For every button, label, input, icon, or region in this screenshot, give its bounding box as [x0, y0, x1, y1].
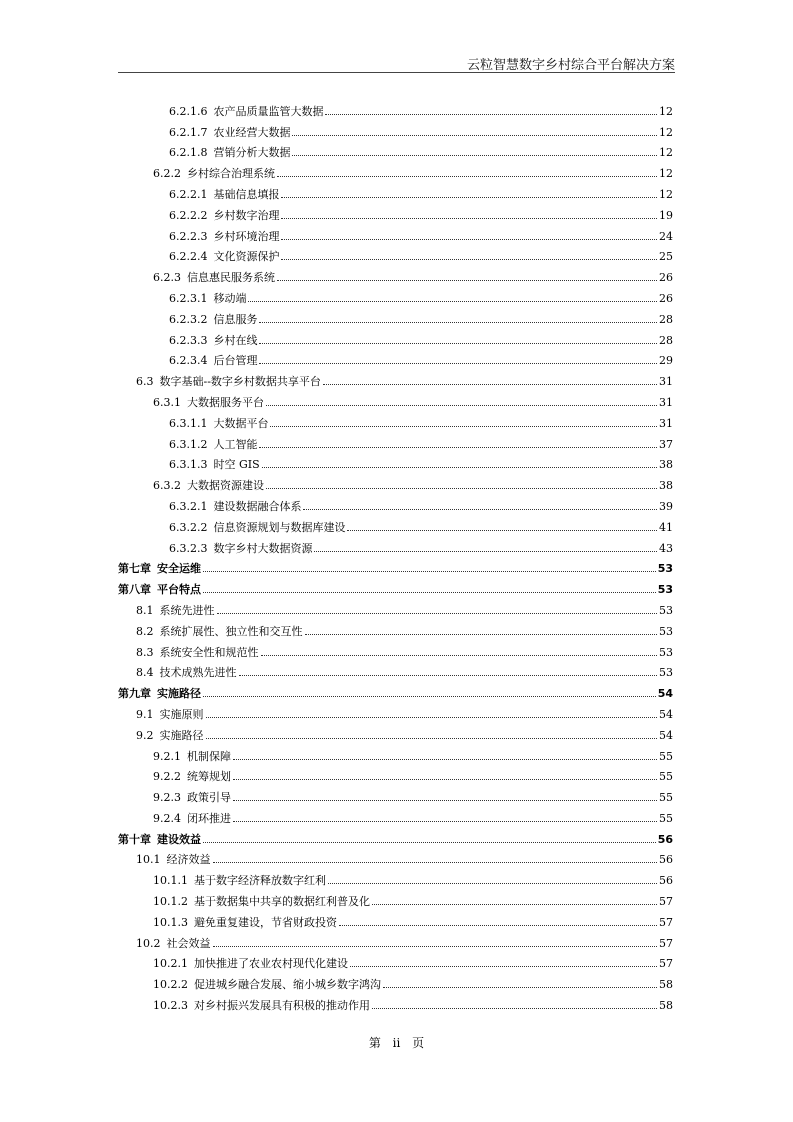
toc-entry[interactable] [118, 970, 673, 991]
toc-entry[interactable] [118, 513, 673, 534]
toc-dot-leader [292, 154, 657, 156]
toc-dot-leader [281, 238, 657, 240]
toc-entry-page-number: 12 [659, 125, 673, 139]
toc-entry-page-number: 31 [659, 375, 673, 389]
toc-entry-page-number: 53 [659, 624, 673, 638]
toc-entry-title: 信息资源规划与数据库建设 [213, 520, 346, 534]
toc-entry[interactable] [118, 305, 673, 326]
toc-dot-leader [248, 300, 657, 302]
toc-entry[interactable] [118, 763, 673, 784]
toc-entry-number: 10.2 [136, 936, 161, 950]
toc-entry[interactable] [118, 222, 673, 243]
toc-entry-page-number: 55 [659, 791, 673, 805]
toc-entry[interactable] [118, 388, 673, 409]
toc-entry-number: 8.2 [136, 624, 154, 638]
footer-suffix: 页 [412, 1036, 425, 1050]
toc-entry-title: 大数据平台 [213, 416, 269, 430]
toc-entry[interactable] [118, 617, 673, 638]
toc-entry-page-number: 56 [659, 853, 673, 867]
toc-entry-number: 6.2.1.8 [169, 146, 208, 160]
toc-entry[interactable] [118, 118, 673, 139]
toc-entry-page-number: 12 [659, 104, 673, 118]
toc-entry[interactable] [118, 596, 673, 617]
toc-entry-number: 10.1.3 [153, 915, 188, 929]
toc-dot-leader [303, 508, 657, 510]
toc-entry-title: 信息惠民服务系统 [187, 271, 275, 285]
toc-entry-page-number: 55 [659, 770, 673, 784]
table-of-contents [118, 97, 673, 1012]
toc-dot-leader [277, 175, 657, 177]
toc-entry[interactable] [118, 929, 673, 950]
toc-entry-title: 促进城乡融合发展、缩小城乡数字鸿沟 [194, 978, 381, 992]
toc-entry-title: 政策引导 [187, 791, 231, 805]
toc-entry-title: 系统先进性 [159, 603, 215, 617]
toc-entry[interactable] [118, 575, 673, 596]
toc-entry-title: 乡村数字治理 [213, 208, 280, 222]
toc-entry[interactable] [118, 991, 673, 1012]
toc-entry-page-number: 53 [659, 666, 673, 680]
toc-dot-leader [206, 737, 658, 739]
toc-dot-leader [233, 799, 657, 801]
footer-page-number: ii [392, 1036, 401, 1050]
toc-dot-leader [305, 633, 658, 635]
toc-entry-page-number: 31 [659, 395, 673, 409]
toc-entry-number: 第七章 [118, 562, 151, 576]
toc-entry-title: 基础信息填报 [213, 187, 280, 201]
toc-entry[interactable] [118, 679, 673, 700]
toc-entry-number: 第八章 [118, 583, 151, 597]
toc-dot-leader [259, 362, 657, 364]
toc-entry-page-number: 19 [659, 208, 673, 222]
toc-entry-number: 6.2.2 [153, 167, 181, 181]
toc-entry[interactable] [118, 409, 673, 430]
toc-entry[interactable] [118, 638, 673, 659]
toc-entry[interactable] [118, 950, 673, 971]
toc-dot-leader [372, 903, 657, 905]
toc-dot-leader [262, 466, 657, 468]
toc-entry-page-number: 38 [659, 458, 673, 472]
toc-entry[interactable] [118, 201, 673, 222]
toc-entry-page-number: 12 [659, 167, 673, 181]
toc-dot-leader [281, 217, 657, 219]
toc-entry[interactable] [118, 908, 673, 929]
toc-entry-page-number: 41 [659, 520, 673, 534]
toc-entry-page-number: 26 [659, 291, 673, 305]
toc-entry-page-number: 12 [659, 187, 673, 201]
toc-entry-title: 人工智能 [213, 437, 258, 451]
toc-dot-leader [270, 425, 657, 427]
toc-entry-number: 6.3 [136, 375, 154, 389]
toc-entry-title: 基于数字经济释放数字红利 [194, 874, 326, 888]
toc-dot-leader [259, 342, 657, 344]
toc-entry-number: 6.2.3.4 [169, 354, 208, 368]
toc-entry[interactable] [118, 367, 673, 388]
toc-entry-number: 6.2.2.4 [169, 250, 208, 264]
toc-entry-number: 10.1.1 [153, 874, 188, 888]
toc-entry[interactable] [118, 783, 673, 804]
toc-entry-page-number: 57 [659, 957, 673, 971]
toc-entry-number: 6.3.2.1 [169, 499, 208, 513]
toc-entry-number: 6.3.1.2 [169, 437, 208, 451]
toc-entry[interactable] [118, 804, 673, 825]
toc-entry-title: 经济效益 [166, 853, 211, 867]
toc-dot-leader [259, 321, 657, 323]
toc-entry-title: 实施原则 [159, 707, 204, 721]
toc-entry[interactable] [118, 825, 673, 846]
toc-entry-page-number: 38 [659, 479, 673, 493]
toc-entry-page-number: 54 [659, 707, 673, 721]
toc-entry-page-number: 26 [659, 271, 673, 285]
toc-entry-title: 系统扩展性、独立性和交互性 [159, 624, 303, 638]
toc-entry[interactable] [118, 451, 673, 472]
toc-entry-page-number: 31 [659, 416, 673, 430]
footer-prefix: 第 [368, 1036, 381, 1050]
toc-entry-number: 10.2.1 [153, 957, 188, 971]
toc-entry-title: 信息服务 [213, 312, 258, 326]
toc-entry[interactable] [118, 887, 673, 908]
toc-dot-leader [217, 612, 658, 614]
toc-entry-title: 实施路径 [159, 728, 204, 742]
toc-dot-leader [347, 529, 657, 531]
toc-entry-title: 机制保障 [187, 749, 231, 763]
toc-entry-number: 9.2.3 [153, 791, 181, 805]
toc-entry-title: 农产品质量监管大数据 [213, 104, 324, 118]
toc-entry-title: 大数据资源建设 [187, 479, 264, 493]
toc-entry-title: 农业经营大数据 [213, 125, 291, 139]
toc-entry-page-number: 58 [659, 978, 673, 992]
toc-dot-leader [203, 570, 656, 572]
toc-entry[interactable] [118, 139, 673, 160]
toc-entry[interactable] [118, 263, 673, 284]
toc-entry-page-number: 54 [659, 728, 673, 742]
toc-entry[interactable] [118, 97, 673, 118]
page-footer [0, 1034, 793, 1051]
toc-entry-page-number: 53 [659, 603, 673, 617]
toc-entry-number: 8.1 [136, 603, 154, 617]
toc-entry-number: 10.1 [136, 853, 161, 867]
toc-dot-leader [259, 446, 657, 448]
toc-dot-leader [328, 882, 657, 884]
toc-entry[interactable] [118, 846, 673, 867]
toc-entry-page-number: 29 [659, 354, 673, 368]
toc-entry[interactable] [118, 866, 673, 887]
toc-entry-number: 6.2.2.2 [169, 208, 208, 222]
toc-dot-leader [261, 654, 658, 656]
toc-dot-leader [203, 841, 656, 843]
toc-entry-page-number: 43 [659, 541, 673, 555]
toc-entry-title: 数字基础--数字乡村数据共享平台 [159, 375, 321, 389]
toc-entry-title: 营销分析大数据 [213, 146, 291, 160]
toc-dot-leader [203, 695, 656, 697]
toc-entry-number: 6.2.2.3 [169, 229, 208, 243]
toc-entry-number: 第九章 [118, 687, 151, 701]
toc-entry[interactable] [118, 555, 673, 576]
toc-entry-title: 数字乡村大数据资源 [213, 541, 313, 555]
toc-entry-title: 加快推进了农业农村现代化建设 [194, 957, 348, 971]
toc-dot-leader [281, 258, 657, 260]
toc-entry-number: 6.2.1.7 [169, 125, 208, 139]
toc-entry-title: 文化资源保护 [213, 250, 280, 264]
toc-entry-title: 乡村在线 [213, 333, 258, 347]
toc-entry[interactable] [118, 159, 673, 180]
toc-entry-title: 大数据服务平台 [187, 395, 264, 409]
toc-entry-page-number: 53 [657, 562, 673, 576]
toc-entry-number: 10.1.2 [153, 895, 188, 909]
toc-entry[interactable] [118, 700, 673, 721]
toc-entry-number: 6.2.1.6 [169, 104, 208, 118]
toc-entry-number: 9.2 [136, 728, 154, 742]
toc-entry-title: 时空 GIS [213, 458, 260, 472]
toc-entry-title: 乡村环境治理 [213, 229, 280, 243]
toc-entry-title: 闭环推进 [187, 811, 231, 825]
toc-entry-page-number: 28 [659, 333, 673, 347]
toc-entry[interactable] [118, 471, 673, 492]
toc-entry-title: 系统安全性和规范性 [159, 645, 259, 659]
toc-dot-leader [203, 591, 656, 593]
toc-entry-number: 6.3.2.3 [169, 541, 208, 555]
toc-entry-page-number: 58 [659, 999, 673, 1013]
toc-entry-page-number: 56 [657, 832, 673, 846]
toc-entry-number: 6.2.3.1 [169, 291, 208, 305]
toc-entry-page-number: 25 [659, 250, 673, 264]
toc-entry-page-number: 12 [659, 146, 673, 160]
toc-dot-leader [213, 945, 658, 947]
toc-dot-leader [233, 758, 657, 760]
toc-entry-number: 6.2.3.2 [169, 312, 208, 326]
toc-entry-title: 平台特点 [157, 583, 201, 597]
toc-entry[interactable] [118, 284, 673, 305]
toc-entry-number: 6.3.1 [153, 395, 181, 409]
toc-entry-title: 避免重复建设，节省财政投资 [194, 915, 337, 929]
toc-entry-number: 9.1 [136, 707, 154, 721]
toc-dot-leader [233, 778, 657, 780]
toc-entry-number: 6.2.3.3 [169, 333, 208, 347]
toc-entry-number: 9.2.4 [153, 811, 181, 825]
toc-entry[interactable] [118, 326, 673, 347]
toc-entry-number: 6.3.2.2 [169, 520, 208, 534]
toc-entry[interactable] [118, 430, 673, 451]
toc-entry-page-number: 56 [659, 874, 673, 888]
document-header-title: 云粒智慧数字乡村综合平台解决方案 [466, 58, 675, 73]
toc-entry[interactable] [118, 721, 673, 742]
toc-entry[interactable] [118, 534, 673, 555]
toc-entry[interactable] [118, 659, 673, 680]
toc-entry[interactable] [118, 243, 673, 264]
toc-dot-leader [281, 196, 657, 198]
toc-entry-page-number: 55 [659, 811, 673, 825]
toc-entry-page-number: 37 [659, 437, 673, 451]
toc-dot-leader [339, 924, 657, 926]
toc-entry-page-number: 57 [659, 915, 673, 929]
toc-dot-leader [266, 404, 657, 406]
toc-entry-number: 10.2.2 [153, 978, 188, 992]
toc-entry-title: 移动端 [213, 291, 247, 305]
toc-entry-title: 安全运维 [157, 562, 201, 576]
toc-dot-leader [239, 674, 658, 676]
toc-entry-number: 9.2.1 [153, 749, 181, 763]
toc-entry-title: 建设数据融合体系 [213, 499, 302, 513]
toc-entry[interactable] [118, 492, 673, 513]
toc-dot-leader [372, 1007, 657, 1009]
toc-dot-leader [266, 487, 657, 489]
toc-entry-page-number: 57 [659, 895, 673, 909]
toc-dot-leader [314, 550, 657, 552]
toc-entry-number: 9.2.2 [153, 770, 181, 784]
toc-dot-leader [323, 383, 657, 385]
toc-entry-number: 8.3 [136, 645, 154, 659]
toc-entry-number: 10.2.3 [153, 999, 188, 1013]
toc-entry-title: 统筹规划 [187, 770, 231, 784]
toc-entry[interactable] [118, 180, 673, 201]
toc-entry-title: 技术成熟先进性 [159, 666, 237, 680]
toc-entry[interactable] [118, 742, 673, 763]
toc-entry-page-number: 55 [659, 749, 673, 763]
toc-entry-number: 6.3.2 [153, 479, 181, 493]
toc-dot-leader [277, 279, 657, 281]
toc-entry-page-number: 53 [659, 645, 673, 659]
toc-entry-number: 6.3.1.3 [169, 458, 208, 472]
toc-entry-number: 第十章 [118, 832, 151, 846]
toc-entry-number: 6.2.3 [153, 271, 181, 285]
toc-entry-page-number: 28 [659, 312, 673, 326]
toc-entry-title: 建设效益 [157, 832, 201, 846]
toc-dot-leader [213, 861, 658, 863]
toc-entry-page-number: 24 [659, 229, 673, 243]
header-divider [118, 72, 675, 73]
toc-entry-page-number: 39 [659, 499, 673, 513]
toc-dot-leader [350, 965, 657, 967]
toc-entry-page-number: 54 [657, 687, 673, 701]
toc-entry-number: 8.4 [136, 666, 154, 680]
toc-dot-leader [206, 716, 658, 718]
toc-entry-title: 基于数据集中共享的数据红利普及化 [194, 895, 370, 909]
toc-entry-title: 乡村综合治理系统 [187, 167, 275, 181]
toc-dot-leader [292, 134, 657, 136]
toc-entry-number: 6.2.2.1 [169, 187, 208, 201]
toc-entry[interactable] [118, 347, 673, 368]
toc-entry-title: 社会效益 [166, 936, 211, 950]
toc-entry-number: 6.3.1.1 [169, 416, 208, 430]
toc-dot-leader [383, 986, 657, 988]
toc-entry-title: 后台管理 [213, 354, 258, 368]
toc-dot-leader [325, 113, 657, 115]
toc-entry-page-number: 57 [659, 936, 673, 950]
toc-dot-leader [233, 820, 657, 822]
toc-entry-title: 实施路径 [157, 687, 201, 701]
toc-entry-title: 对乡村振兴发展具有积极的推动作用 [194, 999, 370, 1013]
toc-entry-page-number: 53 [657, 583, 673, 597]
